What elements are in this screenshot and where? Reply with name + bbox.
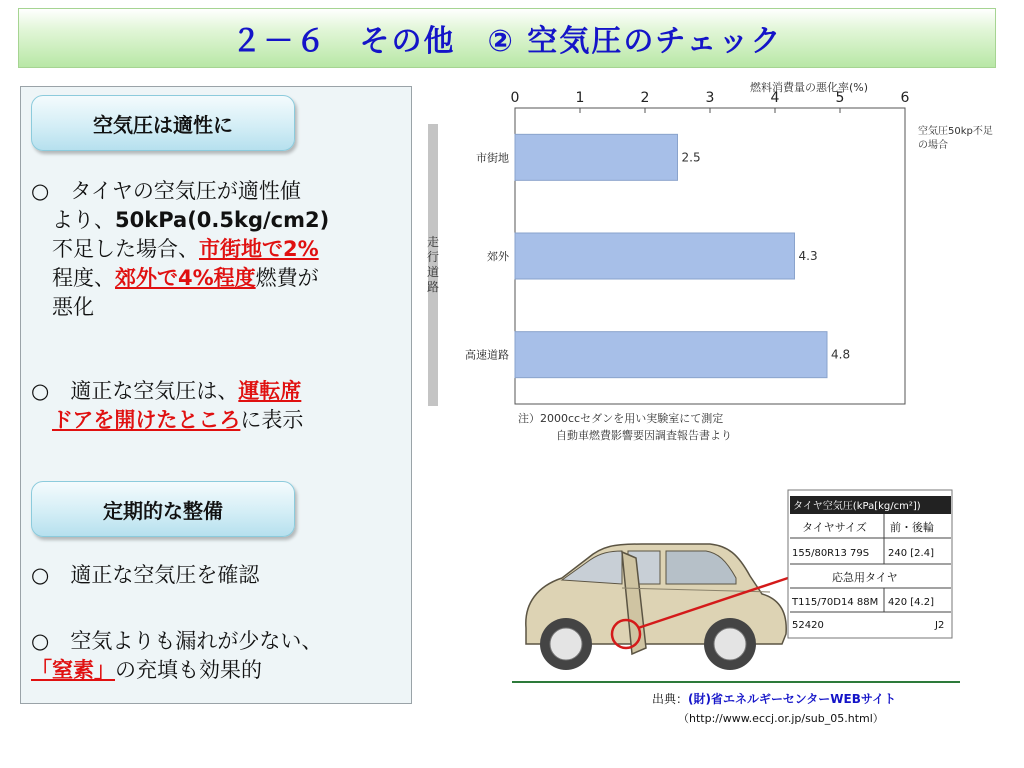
label-col2: 前・後輪 [890,521,934,534]
bullet-line [31,235,403,264]
front-hub [714,628,746,660]
bullet-pressure-display [31,377,403,435]
label-spare: 応急用タイヤ [832,571,898,584]
x-tick-label: 4 [770,90,780,106]
chart-title: 燃料消費量の悪化率(%) [750,81,869,94]
text-span: の充填も効果的 [115,658,262,682]
bar [515,332,827,378]
label-code: 52420 [792,620,824,631]
section-heading-air-pressure: 空気圧は適性に [31,95,295,151]
text-span: 燃費が [255,266,319,290]
source-credit [652,690,896,707]
footnote-line2: 自動車燃費影響要因調査報告書より [556,429,732,442]
bars [465,134,850,377]
label-header: タイヤ空気圧(kPa[kg/cm²]) [793,501,921,512]
x-tick-label: 5 [835,90,845,106]
highlight-nitrogen: 「窒素」 [31,658,115,682]
bullet-line: ○ 空気よりも漏れが少ない、 [31,629,323,653]
highlight-suburb: 郊外で4%程度 [115,266,256,290]
source-url: （http://www.eccj.or.jp/sub_05.html） [678,712,884,725]
y-axis-label-char: 道 [426,265,440,279]
x-tick-label: 2 [640,90,650,106]
x-tick-label: 3 [705,90,715,106]
bullet-check-pressure: ○ 適正な空気圧を確認 [31,563,260,587]
page-title: ２－６ その他 ② 空気圧のチェック [231,24,783,59]
text-span: に表示 [240,408,304,432]
text-span: 不足した場合、 [52,237,199,261]
bullet-line [31,206,403,235]
bullet-air-pressure-effect [31,177,403,322]
x-tick-label: 1 [575,90,585,106]
bullet-line [31,406,403,435]
bullet-line [31,264,403,293]
text-span: ○ 適正な空気圧は、 [31,379,239,403]
x-tick-label: 6 [900,90,910,106]
y-axis-label-char: 走 [426,235,440,249]
label-r2c2: 420 [4.2] [888,597,934,608]
bar [515,134,678,180]
label-r1c1: 155/80R13 79S [792,548,870,559]
bullet-line: 悪化 [52,295,94,319]
text-span: より、 [52,208,115,232]
y-axis-label-char: 行 [426,250,440,264]
category-label: 郊外 [487,250,509,263]
bar [515,233,795,279]
bullet-line: ○ タイヤの空気圧が適性値 [31,179,301,203]
highlight-driver-seat: 運転席 [238,379,302,403]
x-tick-label: 0 [510,90,520,106]
left-panel [20,86,412,704]
bullet-line [31,377,403,406]
label-r1c2: 240 [2.4] [888,548,934,559]
y-axis-label-char: 路 [426,280,440,294]
car-svg [510,488,960,688]
pressure-value: 50kPa(0.5kg/cm [115,208,305,232]
label-col1: タイヤサイズ [802,521,867,534]
title-bar [18,8,996,68]
category-label: 市街地 [476,151,509,165]
bullet-nitrogen [31,627,403,685]
chart-svg [420,78,1020,458]
highlight-city: 市街地で2% [199,237,319,261]
data-label: 4.8 [831,347,851,362]
bullet-line [31,656,403,685]
footnote-line1: 注）2000ccセダンを用い実験室にて測定 [518,412,724,425]
rear-hub [550,628,582,660]
label-code2: J2 [935,620,945,631]
legend-note-line1: 空気圧50kp不足 [918,126,993,137]
data-label: 2.5 [681,150,701,165]
text-span: 程度、 [52,266,115,290]
highlight-door-open: ドアを開けたところ [52,408,241,432]
pressure-unit: 2) [304,208,330,232]
credit-prefix: 出典： [652,692,689,706]
category-label: 高速道路 [465,348,509,362]
data-label: 4.3 [798,249,818,263]
section-heading-maintenance: 定期的な整備 [31,481,295,537]
fuel-consumption-chart [420,78,1020,458]
credit-source: (財)省エネルギーセンターWEBサイト [688,692,897,706]
car-illustration [510,488,960,688]
label-r2c1: T115/70D14 88M [792,597,879,608]
legend-note-line2: の場合 [918,140,948,151]
